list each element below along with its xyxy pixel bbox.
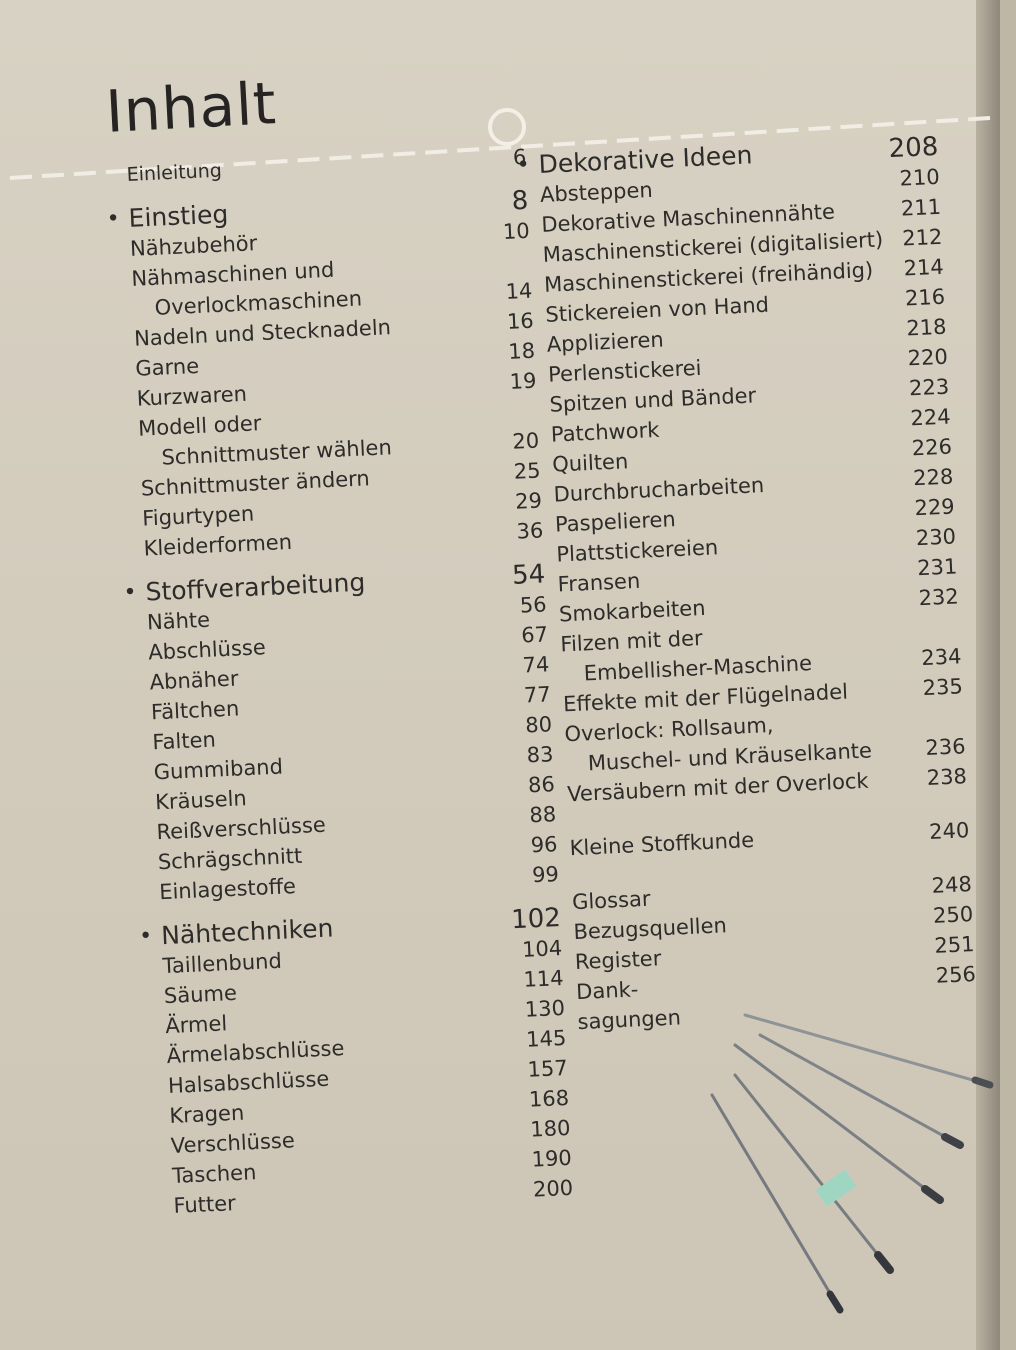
toc-entry-page-number: 16 <box>506 308 535 334</box>
sewing-needles-icon <box>690 1000 1000 1330</box>
toc-entry-label: Kurzwaren <box>136 381 248 411</box>
toc-entry-page-number: 223 <box>908 374 950 401</box>
toc-entry-page-number: 83 <box>526 742 554 768</box>
toc-entry-label: Applizieren <box>546 327 665 357</box>
toc-entry-label: Einlagestoffe <box>158 874 297 905</box>
toc-entry-page-number: 208 <box>887 131 939 165</box>
toc-entry-label: Taschen <box>171 1160 257 1188</box>
toc-entry-label: Perlenstickerei <box>547 355 702 387</box>
toc-entry-label: Smokarbeiten <box>558 595 706 627</box>
toc-entry-page-number: 102 <box>510 903 562 936</box>
toc-entry-label: Futter <box>172 1191 237 1218</box>
toc-entry-page-number: 212 <box>901 224 943 251</box>
toc-entry-page-number: 228 <box>912 464 954 491</box>
toc-entry-label: Gummiband <box>153 754 284 785</box>
toc-entry-page-number: 211 <box>900 194 942 221</box>
toc-entry-page-number: 235 <box>922 674 964 701</box>
toc-entry-page-number: 145 <box>525 1025 567 1052</box>
toc-entry-page-number: 25 <box>513 458 542 484</box>
toc-entry-page-number: 200 <box>532 1175 574 1202</box>
toc-entry-page-number: 29 <box>514 488 543 514</box>
toc-entry-page-number: 130 <box>524 995 566 1022</box>
toc-left-column <box>126 142 574 1221</box>
toc-entry-label: • Nähtechniken <box>161 913 334 951</box>
toc-entry-label: Maschinenstickerei (freihändig) <box>543 257 874 297</box>
toc-entry-label: Nadeln und Stecknadeln <box>133 315 392 351</box>
toc-entry-page-number: 256 <box>935 961 977 988</box>
toc-entry-label: Abschlüsse <box>147 635 267 665</box>
toc-entry-page-number: 114 <box>522 966 565 992</box>
toc-entry-label: Schnittmuster wählen <box>160 435 393 470</box>
toc-entry-label: Effekte mit der Flügelnadel <box>562 679 849 717</box>
toc-entry-label: Absteppen <box>539 177 654 207</box>
toc-right-column <box>538 132 978 1037</box>
toc-entry-page-number: 14 <box>505 278 533 304</box>
toc-entry-page-number: 226 <box>911 434 953 461</box>
toc-entry-page-number: 104 <box>521 936 563 962</box>
toc-entry-page-number: 56 <box>519 592 548 618</box>
toc-entry-page-number: 216 <box>904 284 946 311</box>
toc-entry-page-number: 231 <box>916 554 958 581</box>
toc-entry-page-number: 99 <box>531 862 560 888</box>
toc-entry-page-number: 10 <box>502 218 531 244</box>
toc-entry-label: Verschlüsse <box>170 1128 296 1158</box>
page-title: Inhalt <box>104 69 279 146</box>
toc-entry-label: Reißverschlüsse <box>155 812 327 845</box>
toc-entry-page-number: 238 <box>926 764 968 790</box>
toc-entry-label: Bezugsquellen <box>572 913 728 945</box>
toc-entry-page-number: 232 <box>918 584 960 611</box>
toc-entry-page-number: 210 <box>899 164 941 191</box>
toc-entry-page-number: 251 <box>933 932 976 958</box>
toc-entry-page-number: 234 <box>920 644 962 671</box>
toc-entry-label: Maschinenstickerei (digitalisiert) <box>542 227 884 267</box>
toc-entry-label: Kleine Stoffkunde <box>569 827 755 861</box>
toc-entry-label: Dekorative Maschinennähte <box>540 199 836 237</box>
toc-entry-label: Falten <box>151 727 217 755</box>
toc-entry-page-number: 67 <box>520 622 549 648</box>
toc-entry-page-number: 168 <box>528 1085 570 1112</box>
toc-entry-page-number: 224 <box>909 404 952 431</box>
toc-entry-label: Abnäher <box>149 666 239 695</box>
toc-entry-label: Overlockmaschinen <box>154 286 363 320</box>
toc-entry-page-number: 190 <box>531 1145 573 1172</box>
toc-entry-label: Modell oder <box>137 411 262 441</box>
toc-entry-page-number: 86 <box>527 772 556 798</box>
toc-entry-page-number: 214 <box>903 254 945 281</box>
toc-entry-page-number: 74 <box>522 652 550 678</box>
toc-entry-label: Nähmaschinen und <box>130 257 335 291</box>
toc-entry-page-number: 157 <box>527 1055 569 1082</box>
toc-entry-label: Glossar <box>571 886 651 915</box>
toc-entry-label: Taillenbund <box>162 948 283 979</box>
toc-entry-label: Einleitung <box>126 159 223 186</box>
toc-entry-label: Spitzen und Bänder <box>549 383 757 417</box>
toc-entry-page-number: 248 <box>931 872 973 898</box>
toc-entry-page-number: 180 <box>529 1115 571 1142</box>
toc-entry-label: Paspelieren <box>554 507 677 537</box>
toc-entry-page-number: 36 <box>515 518 544 544</box>
toc-entry-label: Overlock: Rollsaum, <box>563 712 774 747</box>
toc-entry-label: Schnittmuster ändern <box>140 466 371 501</box>
toc-entry-page-number: 220 <box>907 344 949 371</box>
toc-entry-page-number: 19 <box>509 368 537 394</box>
toc-entry-label: Fältchen <box>150 696 240 725</box>
toc-entry-label: Stickereien von Hand <box>544 292 770 327</box>
toc-entry-label: Quilten <box>551 449 629 477</box>
toc-entry-label: Nähte <box>146 607 211 635</box>
toc-entry-page-number: 230 <box>915 524 957 551</box>
toc-entry-label: • Dekorative Ideen <box>538 140 753 180</box>
toc-entry-label: Kleiderformen <box>143 529 293 561</box>
toc-entry-label: • Einstieg <box>128 199 229 233</box>
toc-entry-page-number: 80 <box>524 712 553 738</box>
toc-entry-page-number: 6 <box>512 144 527 170</box>
toc-entry-page-number: 218 <box>905 314 947 341</box>
toc-entry-page-number: 96 <box>530 832 559 858</box>
toc-entry-label: Nähzubehör <box>129 231 258 261</box>
toc-entry-label: Halsabschlüsse <box>167 1066 330 1099</box>
toc-entry-page-number: 8 <box>511 185 529 217</box>
toc-entry-label: Kräuseln <box>154 786 248 815</box>
toc-entry-page-number: 54 <box>511 559 546 591</box>
toc-entry-label: Muschel- und Kräuselkante <box>587 738 873 776</box>
toc-entry-label: Figurtypen <box>141 501 255 531</box>
toc-entry-label: Versäubern mit der Overlock <box>566 768 870 807</box>
toc-entry-page-number: 240 <box>928 818 970 844</box>
toc-entry-label: Plattstickereien <box>555 535 719 567</box>
toc-entry-label: Kragen <box>168 1100 245 1129</box>
toc-entry-label: Fransen <box>557 568 641 597</box>
toc-entry-label: Embellisher-Maschine <box>583 651 813 686</box>
toc-entry-label: Schrägschnitt <box>157 843 303 875</box>
toc-entry-label: Filzen mit der <box>559 626 704 657</box>
toc-entry-page-number: 236 <box>924 734 967 761</box>
toc-entry-page-number: 20 <box>511 428 540 454</box>
toc-entry-page-number: 77 <box>523 682 552 708</box>
circle-ornament-icon <box>490 110 524 144</box>
toc-entry-label: Garne <box>134 353 200 381</box>
toc-entry-label: Ärmelabschlüsse <box>166 1036 345 1069</box>
toc-entry-label: sagungen <box>577 1005 682 1035</box>
toc-entry-label: Dank- <box>575 977 639 1005</box>
toc-entry-page-number: 250 <box>932 902 974 928</box>
toc-entry-label: Ärmel <box>164 1011 228 1039</box>
toc-entry-page-number: 18 <box>507 338 536 364</box>
toc-entry-page-number: 229 <box>914 494 956 521</box>
toc-entry-label: Register <box>574 946 662 975</box>
toc-entry-label: Durchbrucharbeiten <box>553 473 765 507</box>
toc-entry-label: Patchwork <box>550 417 660 447</box>
toc-entry-page-number: 88 <box>528 802 557 828</box>
toc-entry-label: Säume <box>163 980 238 1009</box>
toc-entry-label: • Stoffverarbeitung <box>145 568 366 608</box>
